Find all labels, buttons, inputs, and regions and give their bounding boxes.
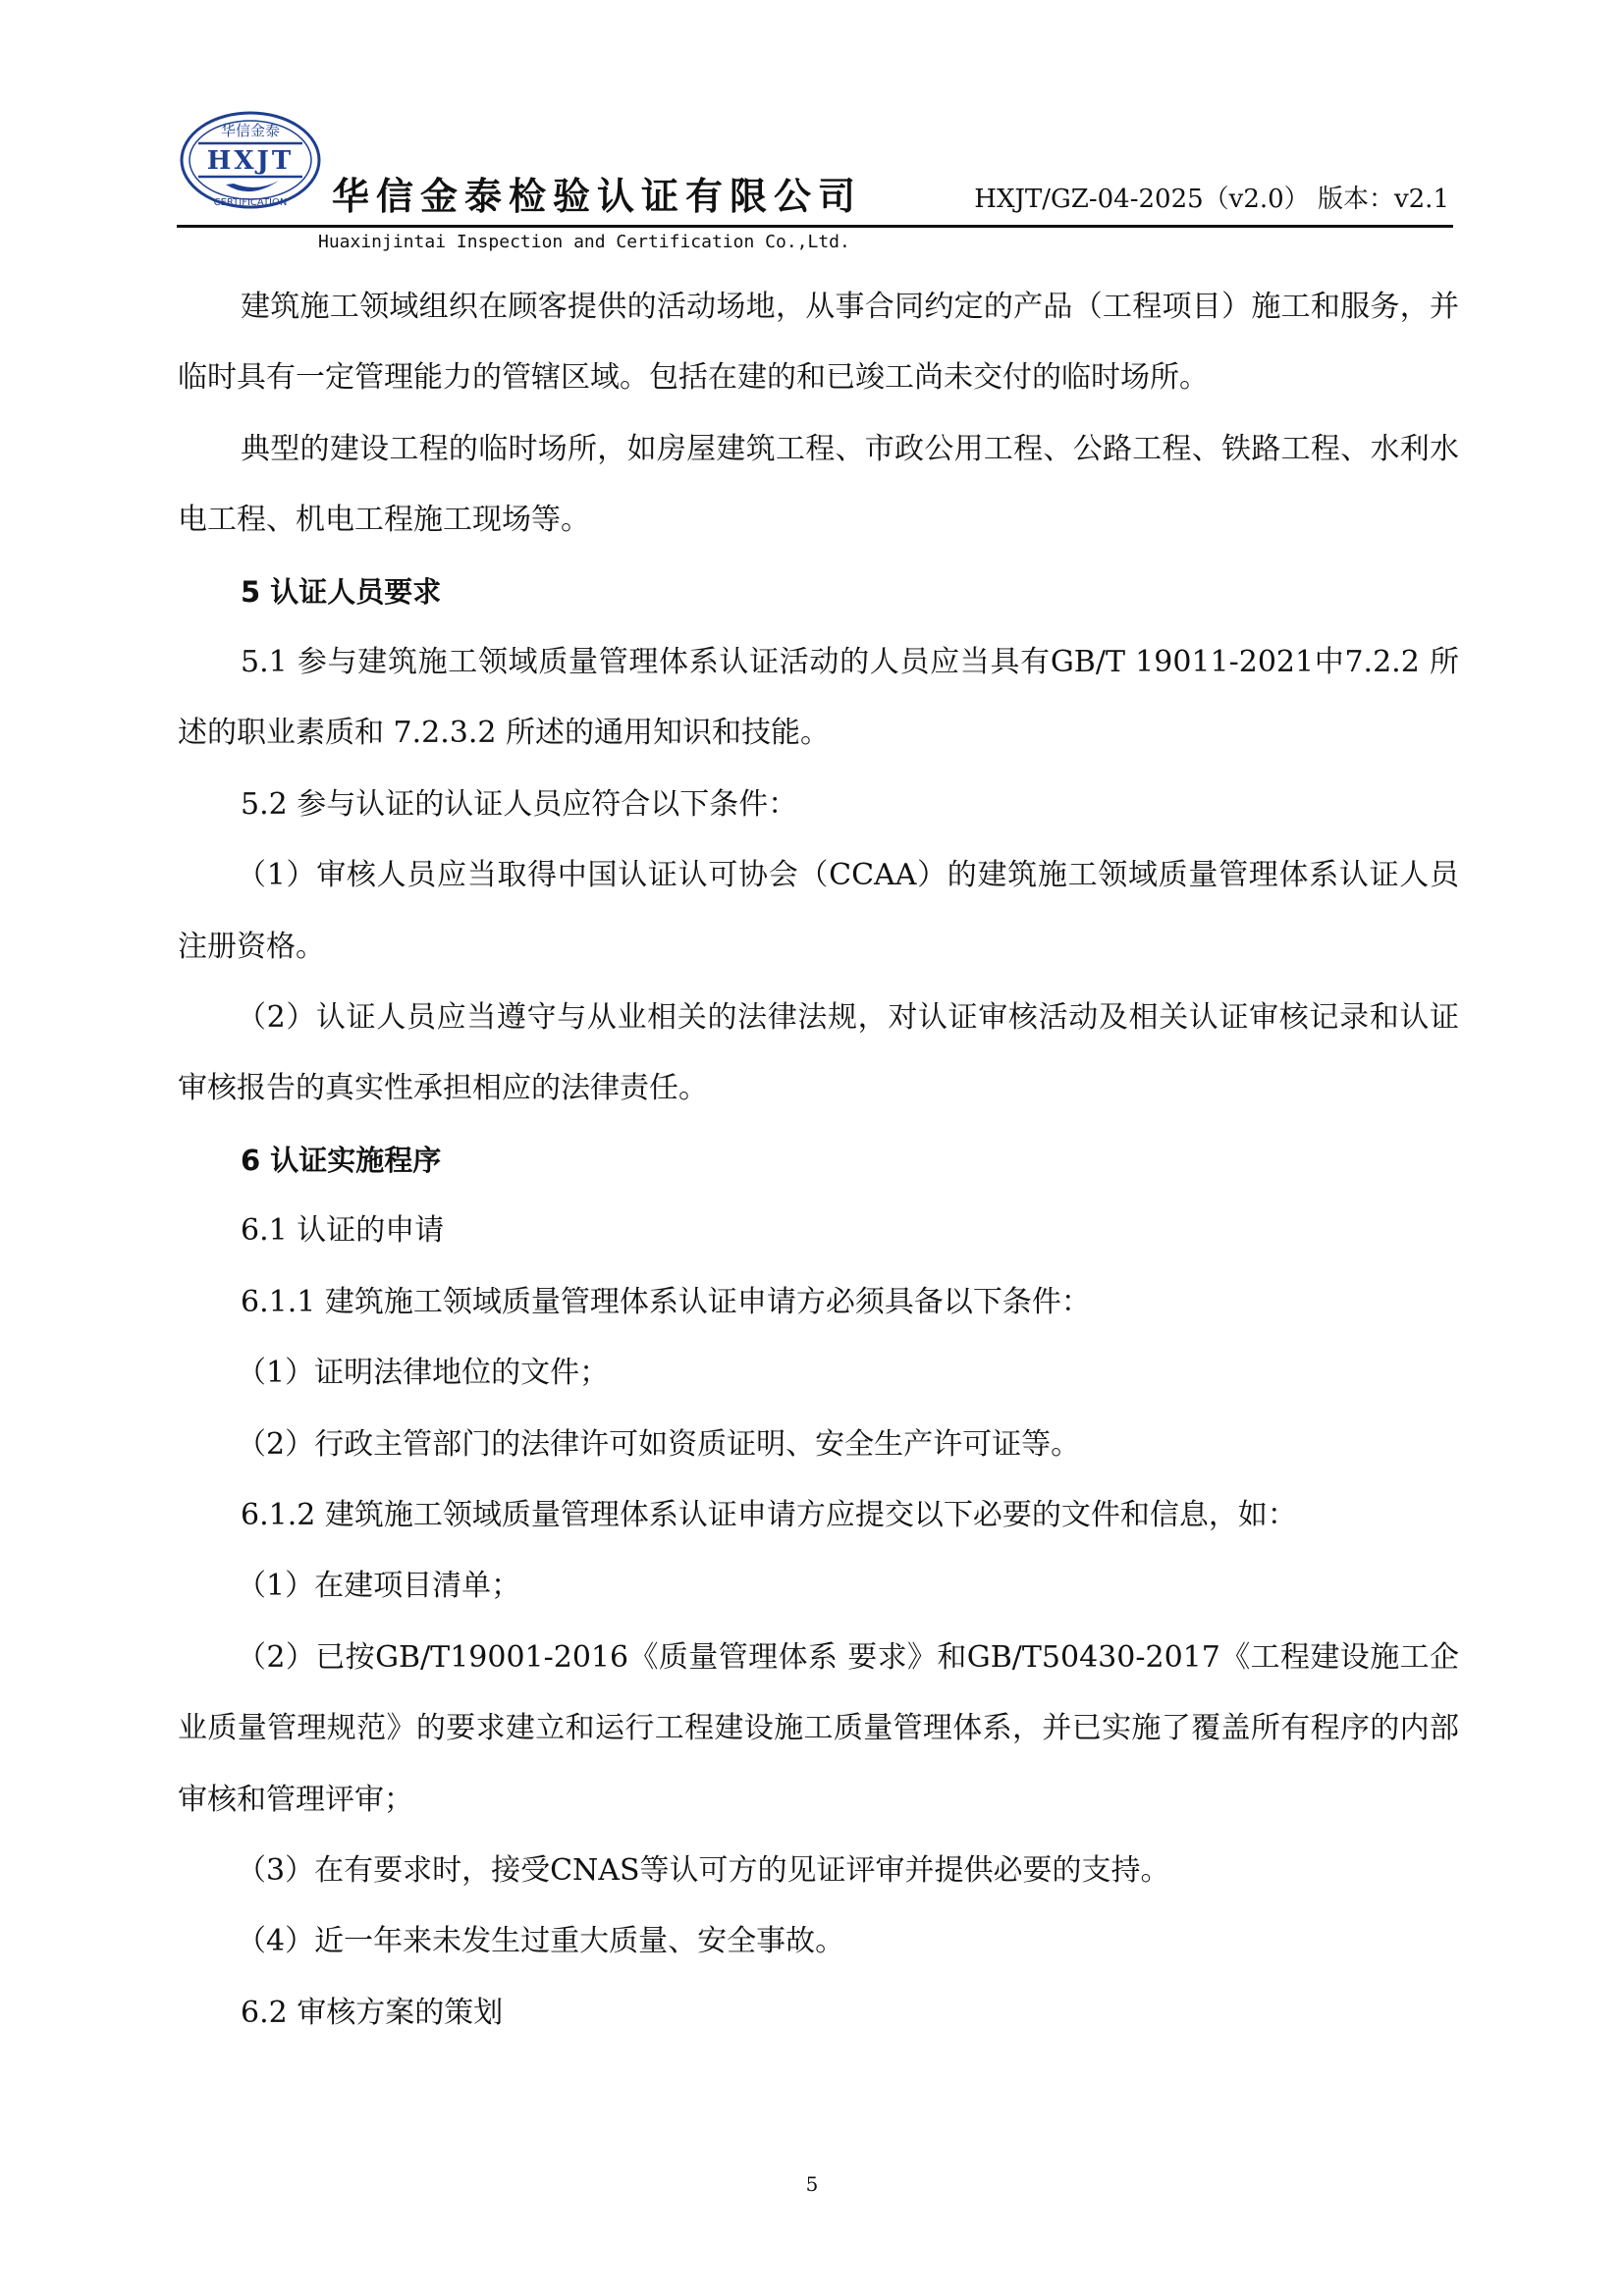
logo-ring-text: 华信金泰	[220, 122, 281, 139]
clause-6-1-2: 6.1.2 建筑施工领域质量管理体系认证申请方应提交以下必要的文件和信息，如：	[241, 1497, 1297, 1532]
clause-5-2-item-1: （1）审核人员应当取得中国认证认可协会（CCAA）的建筑施工领域质量管理体系认证人员注册资格。	[178, 858, 1459, 964]
logo-letters: HXJT	[206, 146, 295, 176]
clause-5-2-item-2: （2）认证人员应当遵守与从业相关的法律法规，对认证审核活动及相关认证审核记录和认证审核报告的真实性承担相应的法律责任。	[178, 1000, 1459, 1106]
document-body	[178, 272, 1459, 2049]
section-heading-5: 5 认证人员要求	[241, 574, 442, 609]
paragraph-site-definition: 建筑施工领域组织在顾客提供的活动场地，从事合同约定的产品（工程项目）施工和服务，并临时具有一定管理能力的管辖区域。包括在建的和已竣工尚未交付的临时场所。	[178, 290, 1459, 396]
document-code: HXJT/GZ-04-2025（v2.0） 版本：v2.1	[974, 185, 1449, 214]
company-name-cn: 华信金泰检验认证有限公司	[332, 174, 863, 218]
paragraph-site-examples: 典型的建设工程的临时场所，如房屋建筑工程、市政公用工程、公路工程、铁路工程、水利水电工程、机电工程施工现场等。	[178, 431, 1459, 538]
clause-5-1: 5.1 参与建筑施工领域质量管理体系认证活动的人员应当具有GB/T 19011-2021中7.2.2 所述的职业素质和 7.2.3.2 所述的通用知识和技能。	[178, 645, 1459, 751]
clause-6-1-2-item-3: （3）在有要求时，接受CNAS等认可方的见证评审并提供必要的支持。	[237, 1852, 1170, 1888]
company-name-en: Huaxinjintai Inspection and Certification Co.,Ltd.	[318, 232, 850, 252]
clause-6-1-1-item-2: （2）行政主管部门的法律许可如资质证明、安全生产许可证等。	[237, 1426, 1081, 1462]
section-heading-6: 6 认证实施程序	[241, 1143, 442, 1177]
clause-6-2-heading: 6.2 审核方案的策划	[241, 1995, 504, 2030]
clause-6-1-1-item-1: （1）证明法律地位的文件；	[237, 1356, 610, 1391]
page-header	[0, 0, 1624, 265]
header-divider	[177, 225, 1453, 228]
clause-6-1-2-item-1: （1）在建项目清单；	[237, 1569, 521, 1604]
clause-6-1-2-item-2: （2）已按GB/T19001-2016《质量管理体系 要求》和GB/T50430-2017《工程建设施工企业质量管理规范》的要求建立和运行工程建设施工质量管理体系，并已实施了覆盖所有程序的内部审核和管理评审；	[178, 1639, 1459, 1817]
clause-6-1-2-item-4: （4）近一年来未发生过重大质量、安全事故。	[237, 1924, 845, 1959]
page-number: 5	[805, 2172, 819, 2196]
clause-6-1-heading: 6.1 认证的申请	[241, 1213, 445, 1249]
hxjt-logo-icon	[177, 106, 324, 214]
clause-6-1-1: 6.1.1 建筑施工领域质量管理体系认证申请方必须具备以下条件：	[241, 1284, 1091, 1319]
company-logo	[177, 106, 324, 214]
clause-5-2: 5.2 参与认证的认证人员应符合以下条件：	[241, 786, 798, 822]
logo-bottom-text: CERTIFICATION	[213, 197, 288, 208]
